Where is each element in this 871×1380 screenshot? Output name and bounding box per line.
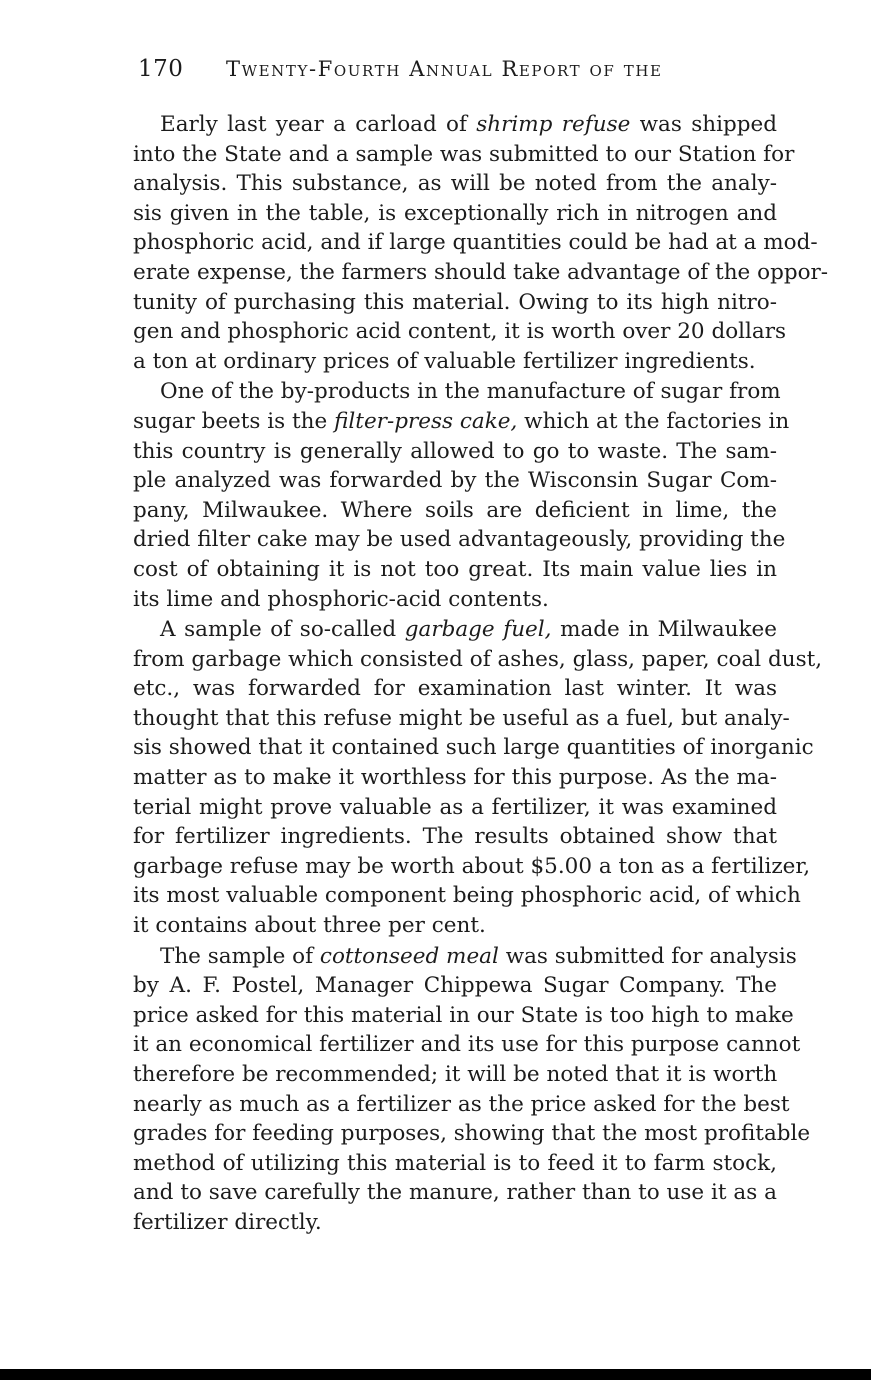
text-line [133, 1149, 777, 1179]
text-run: sis given in the table, is exceptionally rich in nitrogen and [133, 200, 777, 226]
text-run: Early last year a carload of [160, 112, 477, 137]
text-run: cost of obtaining it is not too great. Its main value lies in [133, 556, 777, 582]
text-run: this country is generally allowed to go to waste. The sam- [133, 438, 777, 464]
text-line [133, 1090, 790, 1120]
text-line [133, 881, 801, 911]
text-run: analysis. This substance, as will be noted from the analy- [133, 171, 777, 197]
text-line [133, 199, 777, 229]
text-run: ple analyzed was forwarded by the Wisconsin Sugar Com- [133, 468, 777, 494]
text-run: therefore be recommended; it will be noted that it is worth [133, 1062, 778, 1087]
text-run: made in Milwaukee [551, 617, 777, 643]
text-line [133, 437, 777, 467]
text-run: it contains about three per cent. [133, 913, 486, 939]
text-line [133, 615, 777, 645]
text-line [133, 763, 777, 793]
body-text [133, 110, 829, 1238]
text-line [133, 911, 777, 941]
text-run: matter as to make it worthless for this purpose. As the ma- [133, 765, 777, 791]
text-line [133, 645, 823, 675]
text-run: a ton at ordinary prices of valuable fertilizer ingredients. [133, 348, 756, 374]
text-line [133, 317, 787, 347]
text-run: terial might prove valuable as a fertilizer, it was examined [133, 794, 777, 820]
text-run: fertilizer directly. [133, 1209, 322, 1235]
text-line [133, 1060, 777, 1090]
text-run: etc., was forwarded for examination last winter. It was [133, 676, 777, 702]
text-line [133, 1208, 777, 1238]
text-line [133, 377, 781, 407]
italic-term: cottonseed meal [319, 943, 499, 969]
text-line [133, 140, 795, 170]
scan-bottom-edge [0, 1369, 871, 1380]
text-run: pany, Milwaukee. Where soils are deficient in lime, the [133, 497, 777, 523]
text-line [133, 407, 790, 437]
paragraph [133, 615, 823, 941]
text-run: price asked for this material in our State is too high to make [133, 1002, 794, 1028]
text-line [133, 347, 777, 377]
text-line [133, 1119, 811, 1149]
text-run: The sample of [160, 943, 320, 969]
text-line [133, 1030, 801, 1060]
text-line [133, 852, 811, 882]
text-line [133, 466, 777, 496]
text-line [133, 496, 777, 526]
text-line [133, 733, 814, 763]
text-run: nearly as much as a fertilizer as the price asked for the best [133, 1091, 790, 1117]
text-run: phosphoric acid, and if large quantities could be had at a mod- [133, 230, 818, 256]
text-run: which at the factories in [517, 408, 790, 434]
text-run: and to save carefully the manure, rather than to use it as a [133, 1180, 777, 1206]
text-line [133, 110, 777, 140]
text-run: for fertilizer ingredients. The results obtained show that [133, 824, 777, 850]
text-run: garbage refuse may be worth about $5.00 a ton as a fertilizer, [133, 853, 811, 879]
text-run: tunity of purchasing this material. Owing to its high nitro- [133, 289, 777, 315]
italic-term: garbage fuel, [404, 617, 552, 643]
text-run: by A. F. Postel, Manager Chippewa Sugar Company. The [133, 973, 777, 999]
text-line [133, 1001, 794, 1031]
italic-term: filter-press cake, [334, 408, 518, 434]
text-line [133, 169, 777, 199]
text-run: from garbage which consisted of ashes, glass, paper, coal dust, [133, 646, 823, 672]
text-run: erate expense, the farmers should take advantage of the oppor- [133, 259, 829, 285]
text-run: sis showed that it contained such large quantities of inorganic [133, 735, 814, 761]
text-run: sugar beets is the [133, 408, 335, 434]
text-run: its lime and phosphoric-acid contents. [133, 586, 549, 612]
running-title: Twenty-Fourth Annual Report of the [226, 57, 663, 81]
text-line [133, 525, 786, 555]
text-run: grades for feeding purposes, showing that the most profitable [133, 1121, 811, 1147]
text-line [133, 942, 797, 972]
text-run: One of the by-products in the manufacture of sugar from [160, 379, 781, 405]
text-run: was submitted for analysis [498, 943, 797, 969]
text-line [133, 585, 777, 615]
text-run: gen and phosphoric acid content, it is worth over 20 dollars [133, 319, 787, 345]
text-line [133, 793, 777, 823]
text-line [133, 704, 790, 734]
text-run: dried filter cake may be used advantageously, providing the [133, 527, 786, 553]
text-run: was shipped [630, 112, 777, 137]
text-line [133, 971, 777, 1001]
text-run: into the State and a sample was submitted to our Station for [133, 141, 795, 167]
text-line [133, 555, 777, 585]
text-line [133, 674, 777, 704]
italic-term: shrimp refuse [476, 112, 631, 137]
paragraph [133, 110, 829, 376]
text-run: its most valuable component being phosphoric acid, of which [133, 883, 801, 909]
text-line [133, 288, 777, 318]
text-line [133, 258, 829, 288]
text-line [133, 228, 818, 258]
text-run: it an economical fertilizer and its use for this purpose cannot [133, 1032, 801, 1058]
text-run: method of utilizing this material is to feed it to farm stock, [133, 1150, 777, 1176]
page-header [138, 56, 778, 92]
text-run: A sample of so-called [160, 617, 405, 643]
text-line [133, 822, 777, 852]
text-line [133, 1178, 777, 1208]
page-number: 170 [138, 56, 184, 82]
paragraph [133, 942, 811, 1238]
text-run: thought that this refuse might be useful as a fuel, but analy- [133, 705, 790, 731]
paragraph [133, 377, 790, 614]
